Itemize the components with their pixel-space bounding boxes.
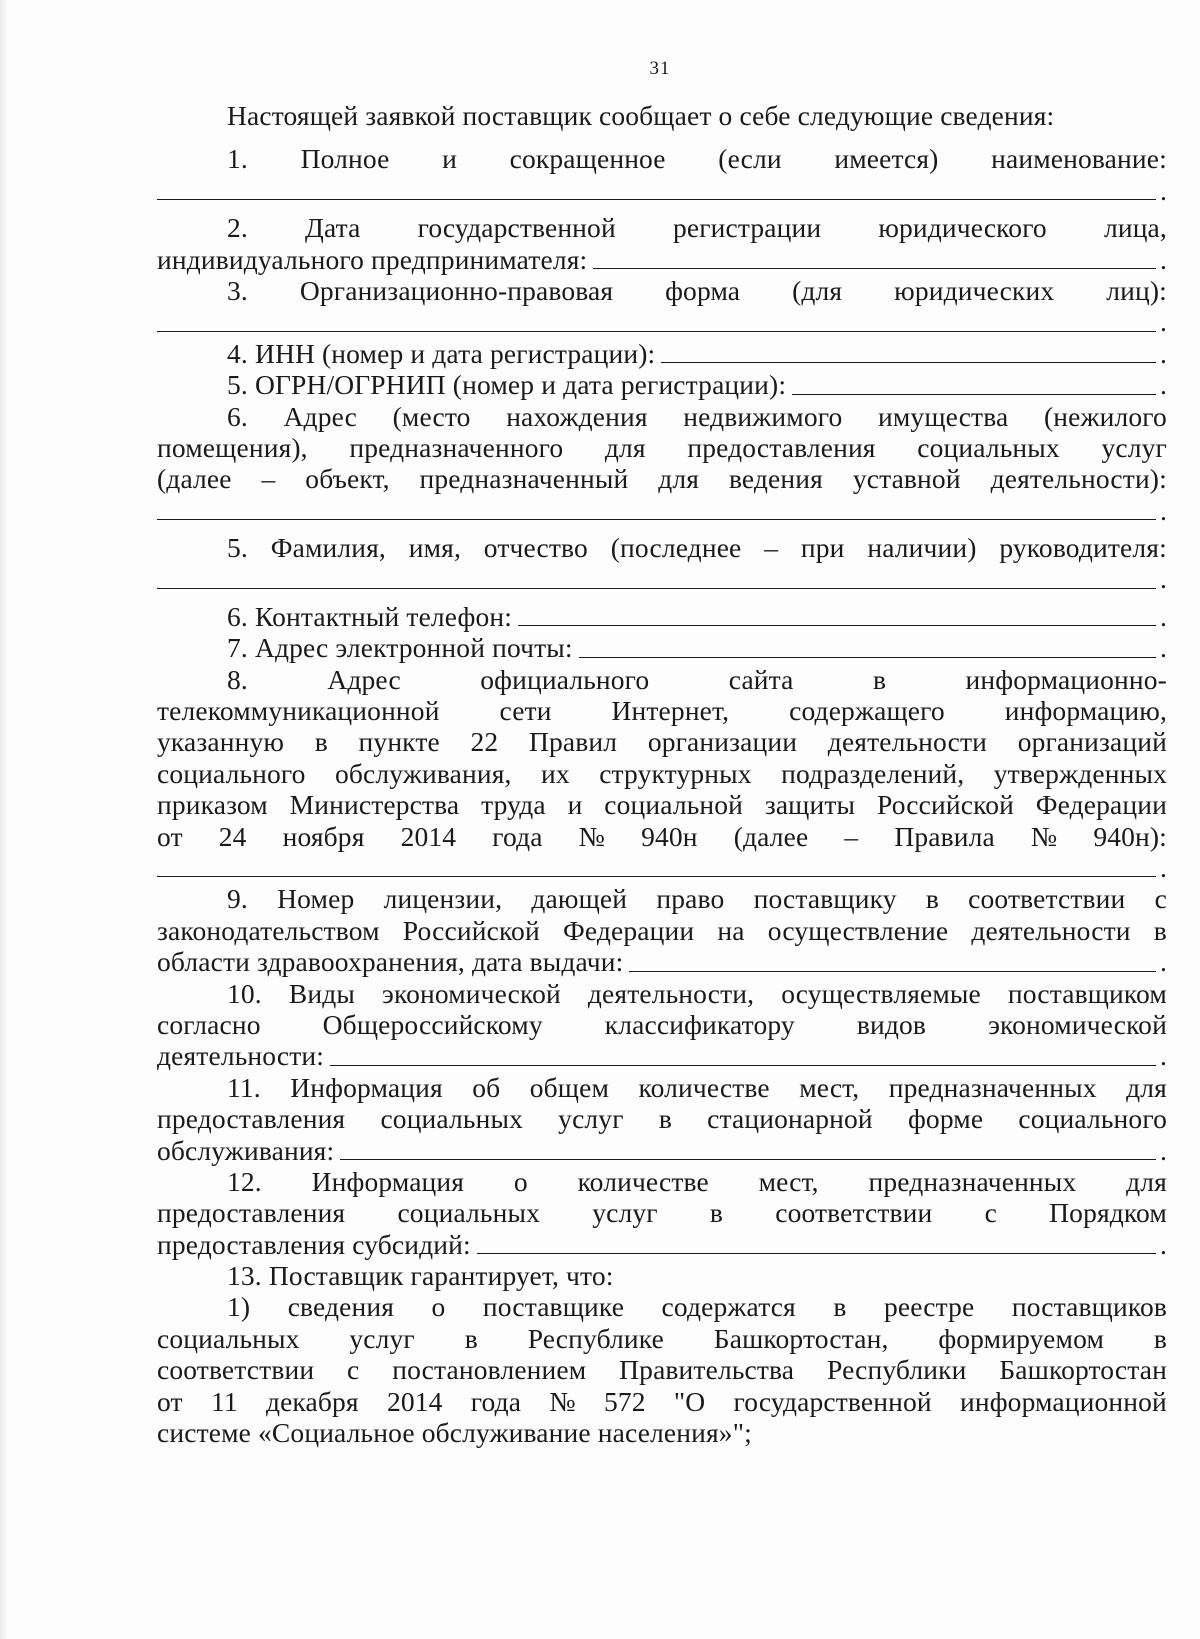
word: (место [392,400,471,432]
word: Правил [529,726,618,758]
word: с [347,1354,360,1386]
word: Информация [290,1071,443,1103]
word: лицензии, [383,883,503,915]
word: 8. [227,663,248,695]
word: дающей [531,883,628,915]
item-11-line-b [157,1103,1167,1134]
word: социального [1018,1103,1167,1135]
item-6-fill-line: . [157,495,1167,526]
word: социальных [157,1322,300,1354]
item-8-line-e [157,789,1167,820]
word: указанную [157,726,285,758]
word: осуществление [767,914,949,946]
word: юридических [894,274,1055,306]
word: форме [907,1103,984,1135]
word: для [1126,1071,1167,1103]
word: от [157,820,183,852]
word: предоставления [157,1197,346,1229]
word: с [1154,883,1167,915]
word: поставщиком [1007,977,1167,1009]
item-13-1-line-d [157,1386,1167,1417]
word: официального [480,663,650,695]
word: предназначенный [419,463,629,495]
word: деятельности, [587,977,755,1009]
word: сведения [287,1291,395,1323]
word: 12. [227,1165,262,1197]
word: труда [481,789,546,821]
word: обслуживания, [335,757,512,789]
item-12-line-b [157,1197,1167,1228]
word: Полное [300,143,390,175]
word: соответствии [775,1197,933,1229]
word: в [314,726,328,758]
item-13-1-line-e: системе «Социальное обслуживание населения»"; [157,1417,752,1449]
word: информацию, [1004,695,1167,727]
word: с [984,1197,997,1229]
word: Информация [311,1165,465,1197]
word: сайта [728,663,794,695]
word: Дата [305,212,361,244]
word: для [604,431,646,463]
word: Правила [894,820,995,852]
application-form-body [157,100,1167,1448]
word: государственной [417,212,616,244]
item-8-line-f [157,821,1167,852]
word: формируемом [938,1322,1104,1354]
word: информационной [959,1385,1167,1417]
word: регистрации [672,212,822,244]
word: об [472,1071,501,1103]
word: для [658,463,700,495]
blank-legal-form[interactable] [157,331,1156,332]
blank-license[interactable] [629,971,1156,972]
word: государственной [733,1385,932,1417]
word: года [492,820,543,852]
word: сокращенное [509,143,666,175]
word: 5. [227,532,248,564]
word: (далее [733,820,809,852]
item-1-line [157,143,1167,174]
page-number: 31 [649,58,671,79]
word: на [717,914,745,946]
word: при [800,532,845,564]
word: соответствии [968,883,1126,915]
item-9-line-b [157,915,1167,946]
word: о [431,1291,446,1323]
word: имеется) [834,143,939,175]
word: организаций [1017,726,1167,758]
word: форма [665,274,741,306]
word: защиты [764,789,856,821]
word: Организационно-правовая [299,274,614,306]
word: мест, [799,1071,860,1103]
item-10-line-c: деятельности: . [157,1040,1167,1072]
word: классификатору [604,1008,795,1040]
blank-website[interactable] [157,876,1156,877]
word: юридического [878,212,1047,244]
word: ведения [728,463,823,495]
word: социальных [380,1103,523,1135]
word: структурных [599,757,752,789]
word: – [844,820,859,852]
word: предоставления [157,1103,346,1135]
item-10-line-a [157,978,1167,1009]
item-8-line-d [157,758,1167,789]
word: согласно [157,1008,261,1040]
word: услуг [558,1103,624,1135]
word: общем [529,1071,610,1103]
word: сети [499,695,552,727]
word: в [709,1197,724,1229]
word: Федерации [1035,789,1167,821]
item-8-line-b [157,695,1167,726]
word: Адрес [283,400,357,432]
word: "О [673,1385,706,1417]
word: в [1153,914,1167,946]
word: постановлением [392,1354,587,1386]
word: Номер [277,883,355,915]
word: ноября [282,820,365,852]
word: социальных [917,431,1060,463]
word: и [567,789,583,821]
word: 1) [227,1291,251,1323]
word: социальных [397,1197,540,1229]
word: Адрес [327,663,401,695]
word: 6. [227,400,248,432]
word: услуг [592,1197,658,1229]
word: (последнее [610,532,742,564]
item-2-line [157,212,1167,243]
word: социального [157,757,306,789]
item-3-fill-line: . [157,306,1167,337]
blank-director-name[interactable] [157,588,1156,589]
word: право [656,883,725,915]
word: 940н [641,820,698,852]
word: – [261,463,276,495]
word: осуществляемые [781,977,981,1009]
blank-phone[interactable] [518,625,1156,626]
item-13-1-line-b [157,1323,1167,1354]
word: их [540,757,570,789]
word: количестве [577,1165,709,1197]
word: и [442,143,457,175]
word: 22 [470,726,499,758]
word: имущества [878,400,1009,432]
blank-places-subsidy[interactable] [477,1253,1156,1254]
blank-ogrn[interactable] [792,394,1156,395]
intro-text: Настоящей заявкой поставщик сообщает о себе следующие сведения: [227,100,1055,131]
word: Фамилия, [270,532,386,564]
word: поставщику [753,883,897,915]
word: количестве [638,1071,770,1103]
item-1-fill-line: . [157,175,1167,206]
word: подразделений, [781,757,965,789]
word: поставщиков [1011,1291,1167,1323]
item-13-line: 13. Поставщик гарантирует, что: [227,1260,614,1292]
word: в [1153,1322,1167,1354]
word: организации [647,726,798,758]
word: 10. [227,977,262,1009]
item-8-line-c [157,726,1167,757]
blank-okved[interactable] [330,1065,1156,1066]
word: предназначенных [868,1165,1077,1197]
word: руководителя: [999,532,1167,564]
word: утвержденных [993,757,1167,789]
word: уставной [852,463,961,495]
word: в [658,1103,672,1135]
word: Российской [402,914,540,946]
word: о [513,1165,528,1197]
word: 1. [227,143,248,175]
word: 9. [227,883,248,915]
word: Общероссийскому [322,1008,543,1040]
word: Виды [288,977,355,1009]
word: деятельности [971,914,1131,946]
word: помещения), [157,431,308,463]
word: телекоммуникационной [157,695,440,727]
word: Башкортостан [999,1354,1167,1386]
word: 2. [227,212,248,244]
word: – [764,532,779,564]
word: соответствии [157,1354,315,1386]
item-6-line-a [157,401,1167,432]
item-4-line: 4. ИНН (номер и дата регистрации): . [227,337,1167,369]
word: (далее [157,463,232,495]
word: Порядком [1049,1197,1167,1229]
item-12-line-a [157,1166,1167,1197]
blank-full-name[interactable] [157,199,1156,200]
word: экономической [988,1008,1167,1040]
word: года [470,1385,522,1417]
word: отчество [483,532,588,564]
word: содержатся [661,1291,796,1323]
item-2-cont-line: индивидуального предпринимателя: . [157,243,1167,275]
word: в [833,1291,847,1323]
word: законодательством [157,914,380,946]
word: для [1126,1165,1167,1197]
word: услуг [349,1322,415,1354]
blank-inn[interactable] [661,362,1156,363]
item-email-line: 7. Адрес электронной почты: . [227,632,1167,664]
word: Федерации [562,914,695,946]
item-11-line-c: обслуживания: . [157,1134,1167,1166]
word: информационно- [965,663,1167,695]
word: Республике [527,1322,664,1354]
item-8-fill-line: . [157,852,1167,883]
word: Республики [827,1354,967,1386]
word: экономической [382,977,561,1009]
item-3-line [157,275,1167,306]
word: содержащего [789,695,945,727]
blank-address[interactable] [157,519,1156,520]
word: поставщике [482,1291,625,1323]
word: Правительства [619,1354,795,1386]
word: деятельности [827,726,988,758]
word: недвижимого [683,400,843,432]
item-12-line-c: предоставления субсидий: . [157,1228,1167,1260]
word: приказом [157,789,268,821]
blank-places-total[interactable] [340,1159,1156,1160]
word: лица, [1103,212,1167,244]
word: Башкортостан, [713,1322,889,1354]
word: (если [718,143,782,175]
word: Российской [876,789,1014,821]
item-9-line-c: области здравоохранения, дата выдачи: . [157,946,1167,978]
word: № [1030,820,1058,852]
word: в [464,1322,478,1354]
word: нахождения [506,400,648,432]
word: деятельности): [990,463,1167,495]
word: пункте [358,726,440,758]
word: услуг [1101,431,1167,463]
word: 3. [227,274,248,306]
word: 11. [227,1071,261,1103]
item-6-line-c [157,463,1167,494]
item-13-1-line-a [157,1291,1167,1322]
word: наличии) [867,532,977,564]
word: (для [792,274,843,306]
item-fio-line [157,532,1167,563]
word: 2014 [386,1385,443,1417]
item-6-line-b [157,432,1167,463]
word: 11 [210,1385,238,1417]
word: предназначенного [349,431,564,463]
word: социальной [604,789,744,821]
item-13-1-line-c [157,1354,1167,1385]
item-5-line: 5. ОГРН/ОГРНИП (номер и дата регистрации): . [227,369,1167,401]
word: декабря [265,1385,359,1417]
word: стационарной [707,1103,873,1135]
word: 572 [603,1385,646,1417]
word: предоставления [687,431,876,463]
word: лиц): [1106,274,1167,306]
word: Министерства [289,789,460,821]
word: № [549,1385,576,1417]
item-11-line-a [157,1072,1167,1103]
word: (нежилого [1043,400,1167,432]
word: в [925,883,939,915]
word: 940н): [1093,820,1167,852]
word: 2014 [400,820,457,852]
word: имя, [408,532,461,564]
item-8-line-a [157,664,1167,695]
scan-shadow [0,0,8,1639]
word: видов [856,1008,927,1040]
intro-line [157,100,1167,131]
word: реестре [883,1291,975,1323]
item-9-line-a [157,883,1167,914]
word: Интернет, [611,695,730,727]
word: от [157,1385,183,1417]
word: 24 [218,820,247,852]
word: наименование: [991,143,1167,175]
item-fio-fill-line: . [157,563,1167,594]
word: мест, [758,1165,819,1197]
blank-registration-date[interactable] [593,268,1156,269]
blank-email[interactable] [579,657,1156,658]
word: в [872,663,887,695]
word: предназначенных [888,1071,1097,1103]
word: объект, [305,463,390,495]
item-phone-line: 6. Контактный телефон: . [227,600,1167,632]
item-10-line-b [157,1009,1167,1040]
word: № [578,820,606,852]
